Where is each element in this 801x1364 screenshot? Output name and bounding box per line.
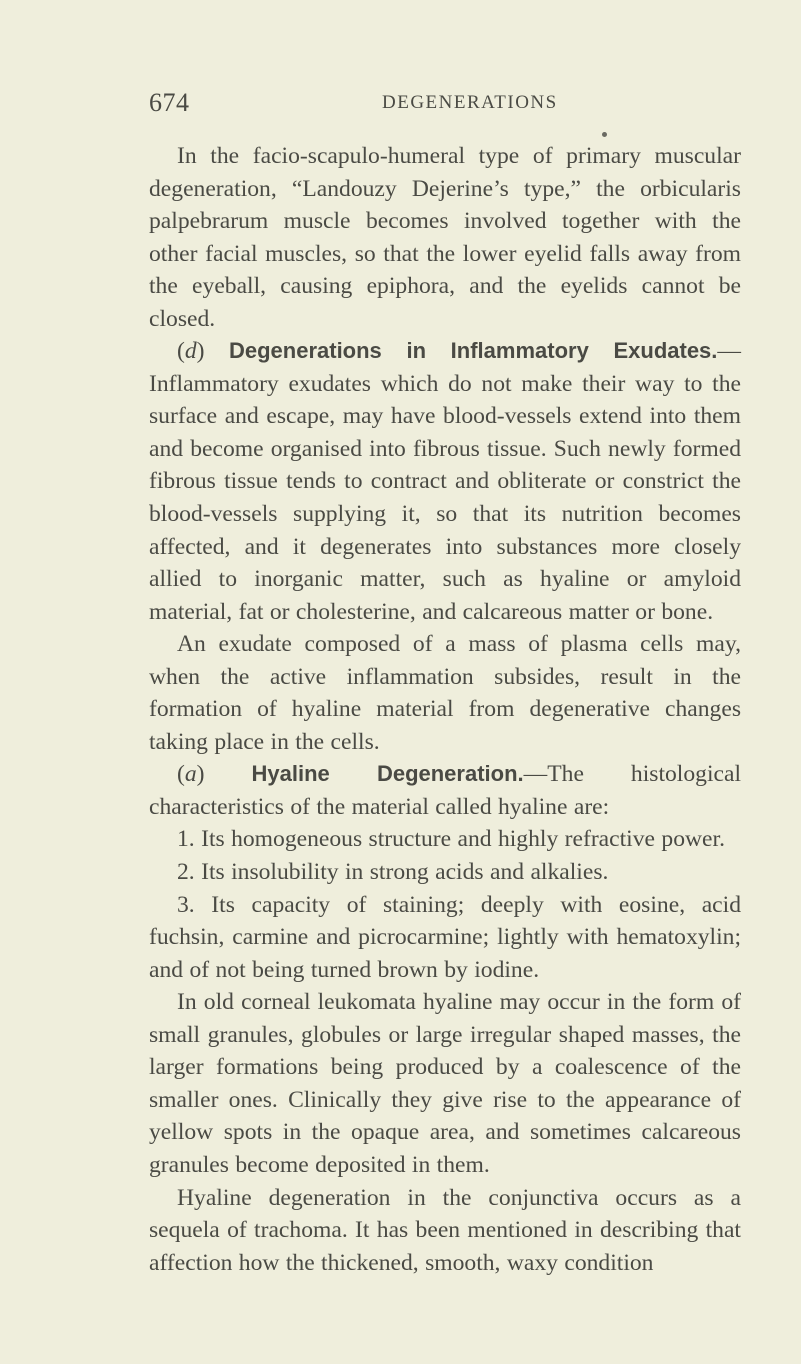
section-marker-letter: a bbox=[184, 761, 197, 788]
paragraph-exudates bbox=[149, 335, 741, 628]
paragraph-hyaline bbox=[149, 758, 741, 823]
page-header bbox=[149, 88, 739, 128]
list-item-3: 3. Its capacity of staining; deeply with eosine, acid fuchsin, carmine and picrocarmine; lightly with hematoxylin; and of not being turned brown by iodine. bbox=[149, 891, 741, 983]
paragraph-exudates-text: —Inflammatory exudates which do not make their way to the surface and escape, may have blood-vessels extend into them and become organised into fibrous tissue. Such newly formed fibrous tissue tends to contract and obliterate or constrict the blood-vessels supplying it, so that its nutrition becomes affected, and it degenerates into substances more closely allied to inorganic matter, such as hyaline or amyloid material, fat or cholesterine, and calcareous matter or bone. bbox=[149, 338, 741, 625]
body-text bbox=[149, 140, 741, 1279]
paragraph-conjunctiva: Hyaline degeneration in the conjunctiva occurs as a sequela of trachoma. It has been mentioned in describing that affection how the thickened, smooth, waxy condition bbox=[149, 1184, 741, 1276]
running-head: DEGENERATIONS bbox=[382, 92, 558, 113]
page-number: 674 bbox=[149, 88, 190, 117]
section-marker-close: ) bbox=[196, 761, 252, 788]
print-speck bbox=[602, 132, 607, 137]
section-heading-exudates: Degenerations in Inflammatory Exudates. bbox=[228, 338, 718, 364]
paragraph-leukomata: In old corneal leukomata hyaline may occur in the form of small granules, globules or large irregular shaped masses, the larger formations being produced by a coalescence of the smaller ones. Clinically they give rise to the appearance of yellow spots in the opaque area, and sometimes calcareous granules become deposited in them. bbox=[149, 989, 741, 1178]
paragraph-intro: In the facio-scapulo-humeral type of primary muscular degeneration, “Landouzy Dejerine’s type,” the orbicularis palpebrarum muscle becomes involved together with the other facial muscles, so that the lower eyelid falls away from the eyeball, causing epiphora, and the eyelids cannot be closed. bbox=[149, 143, 741, 332]
section-marker-close: ) bbox=[196, 338, 229, 365]
section-marker-letter: d bbox=[184, 338, 197, 365]
section-heading-hyaline: Hyaline Degeneration. bbox=[251, 761, 524, 787]
section-marker-open: ( bbox=[177, 761, 185, 788]
section-marker-open: ( bbox=[177, 338, 185, 365]
paragraph-hyaline-text: —The histological characteristics of the material called hyaline are: bbox=[149, 761, 741, 820]
paragraph-plasma-cells: An exudate composed of a mass of plasma cells may, when the active inflammation subsides, result in the formation of hyaline material from degenerative changes taking place in the cells. bbox=[149, 631, 741, 755]
list-item-1: 1. Its homogeneous structure and highly refractive power. bbox=[177, 826, 725, 853]
list-item-2: 2. Its insolubility in strong acids and alkalies. bbox=[177, 859, 609, 886]
